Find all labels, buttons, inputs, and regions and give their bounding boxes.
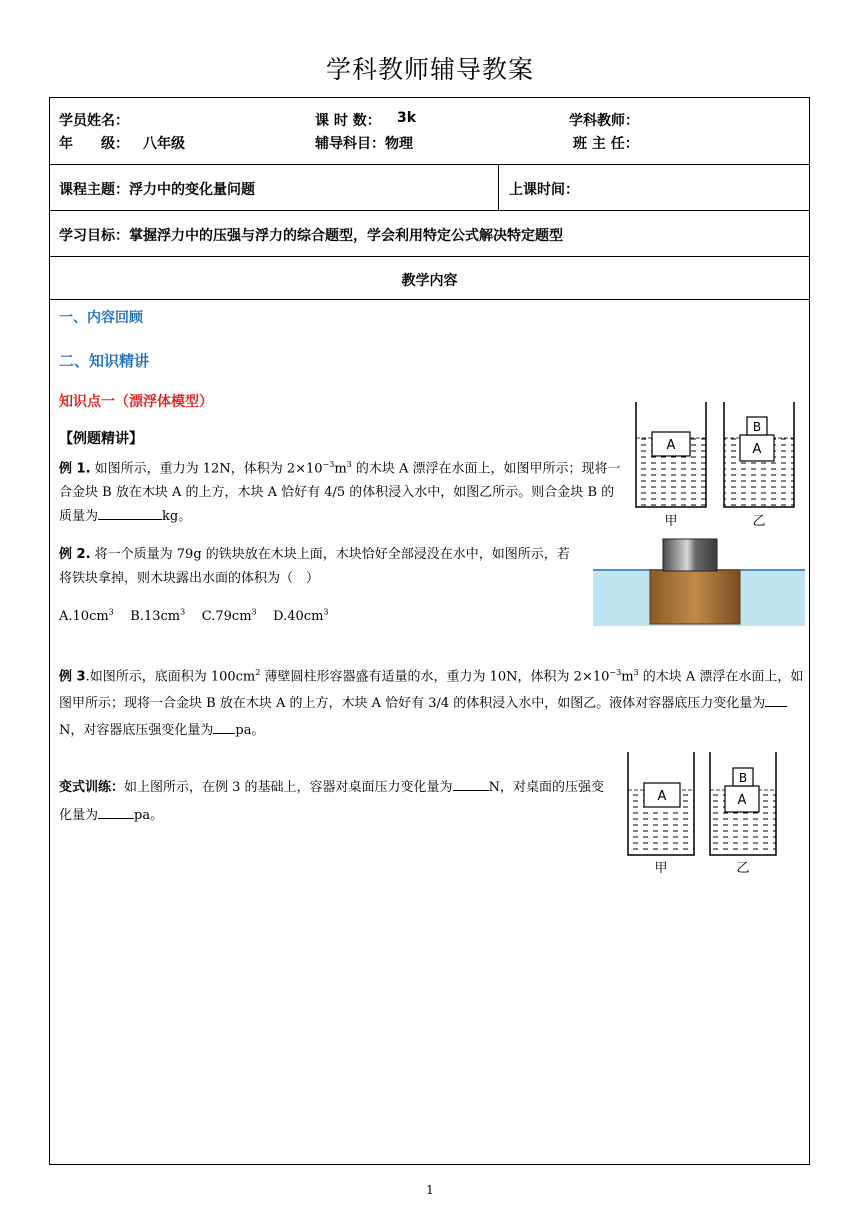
lesson-hours-label: 课 时 数： (315, 113, 381, 129)
answer-blank[interactable] (213, 719, 235, 734)
goal-row (50, 211, 809, 257)
class-time-label: 上课时间： (509, 182, 579, 198)
answer-blank[interactable] (765, 692, 787, 707)
topic-value: 浮力中的变化量问题 (129, 182, 255, 198)
figure-iron-on-wood (593, 534, 805, 630)
example-2: 例 2. 将一个质量为 79g 的铁块放在木块上面，木块恰好全部浸没在水中，如图所示，若将铁块拿掉，则木块露出水面的体积为（ ） (59, 547, 570, 586)
examples-heading: 【例题精讲】 (59, 431, 143, 447)
topic-row (50, 165, 809, 211)
wood-block (650, 570, 740, 624)
caption-jia: 甲 (664, 514, 678, 529)
subject-value: 物理 (385, 136, 413, 152)
caption-jia: 甲 (654, 861, 668, 876)
section-review: 一、内容回顾 (59, 310, 143, 326)
topic-divider (498, 165, 499, 210)
caption-yi: 乙 (736, 861, 750, 876)
example-2-label: 例 2. (59, 547, 91, 562)
answer-blank[interactable] (453, 776, 489, 791)
option-c[interactable]: $C.79cm^3$ (201, 608, 257, 625)
beaker-jia (636, 402, 706, 507)
content-heading: 教学内容 (401, 273, 458, 289)
example-3: 例 3.如图所示，底面积为 $100cm^2$ 薄壁圆柱形容器盛有适量的水，重力为 10N，体积为 $2\times 10^{-3}m^3$ 的木块 A 漂浮在水面上，如图甲所示；现将一合金块 B 放在木块 A 的上方，木块 A 恰好有 3/4 的体积浸入水中，如图乙。液体对容器底压力变化量为N，对容器底压强变化量为 pa。 (59, 668, 804, 739)
beaker-yi (710, 752, 776, 855)
variant-label: 变式训练： (59, 780, 125, 795)
page-number: 1 (426, 1183, 434, 1197)
student-name-label: 学员姓名： (59, 113, 129, 129)
iron-block (663, 539, 717, 571)
goal-label: 学习目标： (59, 228, 129, 244)
document-title: 学科教师辅导教案 (325, 55, 534, 84)
option-a[interactable]: $A.10cm^3$ (59, 608, 114, 625)
answer-blank[interactable] (98, 505, 162, 520)
subject-label: 辅导科目： (315, 136, 385, 152)
svg-text:A: A (657, 789, 667, 804)
svg-text:A: A (666, 438, 676, 453)
variant-training: 变式训练：如上图所示，在例 3 的基础上，容器对桌面压力变化量为 N，对桌面的压强变化量为 pa。 (59, 774, 611, 830)
example-1-label: 例 1. (59, 461, 91, 477)
answer-blank[interactable] (98, 804, 134, 819)
grade-value: 八年级 (143, 136, 185, 152)
example-2-options (59, 601, 329, 629)
section-knowledge: 二、知识精讲 (59, 352, 150, 370)
content-heading-row (50, 257, 809, 300)
svg-text:A: A (737, 793, 747, 808)
header-row (50, 98, 809, 165)
example-1: 例 1. 如图所示，重力为 12N，体积为 $2\times 10^{-3}m^3$ 的木块 A 漂浮在水面上，如图甲所示；现将一合金块 B 放在木块 A 的上方，木块 A 恰好有 4/5 的体积浸入水中，如图乙所示。则合金块 B 的质量为 kg。 (59, 460, 621, 525)
option-d[interactable]: $D.40cm^3$ (273, 608, 329, 625)
knowledge-point-1: 知识点一（漂浮体模型） (59, 394, 213, 410)
svg-text:B: B (738, 771, 748, 785)
figure-beakers-2 (622, 750, 782, 880)
grade-label: 年 级： (59, 136, 129, 152)
goal-value: 掌握浮力中的压强与浮力的综合题型，学会利用特定公式解决特定题型 (129, 228, 563, 244)
svg-text:B: B (752, 420, 762, 434)
beaker-jia (628, 752, 694, 855)
example-3-label: 例 3 (59, 669, 86, 685)
lesson-plan-table (49, 97, 810, 1165)
figure-beakers-1 (630, 400, 800, 530)
head-teacher-label: 班 主 任： (573, 136, 639, 152)
teacher-label: 学科教师： (569, 113, 639, 129)
lesson-hours-value: 3k (397, 110, 417, 126)
topic-label: 课程主题： (59, 182, 129, 198)
beaker-yi (724, 402, 794, 507)
caption-yi: 乙 (752, 514, 766, 529)
option-b[interactable]: $B.13cm^3$ (130, 608, 186, 625)
svg-text:A: A (752, 442, 762, 457)
